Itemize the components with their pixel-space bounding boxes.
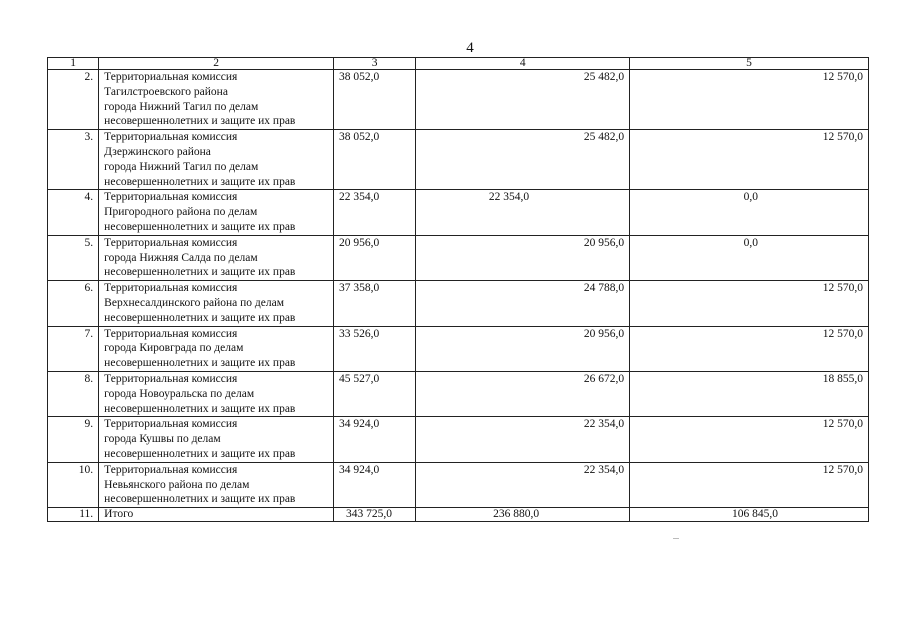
column-header: 4	[416, 58, 630, 70]
table-row	[48, 281, 869, 326]
value-col-5: 12 570,0	[630, 70, 869, 130]
total-col-5: 106 845,0	[630, 508, 869, 522]
table-row	[48, 130, 869, 190]
row-number: 9.	[48, 417, 99, 462]
value-col-3: 33 526,0	[334, 326, 416, 371]
table-row	[48, 190, 869, 235]
value-col-4: 20 956,0	[416, 235, 630, 280]
commission-name: Территориальная комиссия Верхнесалдинского района по делам несовершеннолетних и защите их прав	[99, 281, 334, 326]
value-col-4: 20 956,0	[416, 326, 630, 371]
value-col-3: 22 354,0	[334, 190, 416, 235]
table-header-row	[48, 58, 869, 70]
value-col-4: 25 482,0	[416, 70, 630, 130]
row-number: 4.	[48, 190, 99, 235]
value-col-5: 0,0	[630, 190, 869, 235]
row-number: 5.	[48, 235, 99, 280]
value-col-3: 38 052,0	[334, 130, 416, 190]
row-number: 6.	[48, 281, 99, 326]
value-col-5: 18 855,0	[630, 371, 869, 416]
table-row	[48, 235, 869, 280]
value-col-3: 34 924,0	[334, 417, 416, 462]
scan-speck	[673, 538, 679, 539]
value-col-4: 24 788,0	[416, 281, 630, 326]
value-col-3: 34 924,0	[334, 462, 416, 507]
table-row	[48, 371, 869, 416]
column-header: 5	[630, 58, 869, 70]
value-col-4: 22 354,0	[416, 417, 630, 462]
total-col-4: 236 880,0	[416, 508, 630, 522]
value-col-4: 22 354,0	[416, 190, 630, 235]
table-total-row	[48, 508, 869, 522]
table-row	[48, 326, 869, 371]
value-col-4: 26 672,0	[416, 371, 630, 416]
value-col-4: 22 354,0	[416, 462, 630, 507]
value-col-3: 38 052,0	[334, 70, 416, 130]
value-col-3: 45 527,0	[334, 371, 416, 416]
value-col-3: 20 956,0	[334, 235, 416, 280]
value-col-5: 12 570,0	[630, 326, 869, 371]
commission-name: Территориальная комиссия города Кушвы по делам несовершеннолетних и защите их прав	[99, 417, 334, 462]
table-row	[48, 417, 869, 462]
value-col-5: 12 570,0	[630, 281, 869, 326]
commission-name: Территориальная комиссия Дзержинского района города Нижний Тагил по делам несовершеннолетних и защите их прав	[99, 130, 334, 190]
value-col-5: 12 570,0	[630, 462, 869, 507]
data-table	[47, 57, 869, 522]
commission-name: Территориальная комиссия Тагилстроевского района города Нижний Тагил по делам несовершеннолетних и защите их прав	[99, 70, 334, 130]
commission-name: Территориальная комиссия города Кировграда по делам несовершеннолетних и защите их прав	[99, 326, 334, 371]
row-number: 7.	[48, 326, 99, 371]
column-header: 3	[334, 58, 416, 70]
total-col-3: 343 725,0	[334, 508, 416, 522]
value-col-3: 37 358,0	[334, 281, 416, 326]
row-number: 10.	[48, 462, 99, 507]
value-col-5: 12 570,0	[630, 130, 869, 190]
row-number: 3.	[48, 130, 99, 190]
column-header: 1	[48, 58, 99, 70]
value-col-4: 25 482,0	[416, 130, 630, 190]
commission-name: Территориальная комиссия города Новоуральска по делам несовершеннолетних и защите их прав	[99, 371, 334, 416]
page-number: 4	[466, 40, 474, 56]
value-col-5: 0,0	[630, 235, 869, 280]
commission-name: Территориальная комиссия Невьянского района по делам несовершеннолетних и защите их прав	[99, 462, 334, 507]
table-row	[48, 462, 869, 507]
commission-name: Территориальная комиссия Пригородного района по делам несовершеннолетних и защите их прав	[99, 190, 334, 235]
column-header: 2	[99, 58, 334, 70]
commission-name: Территориальная комиссия города Нижняя Салда по делам несовершеннолетних и защите их прав	[99, 235, 334, 280]
table-row	[48, 70, 869, 130]
row-number: 2.	[48, 70, 99, 130]
row-number: 8.	[48, 371, 99, 416]
value-col-5: 12 570,0	[630, 417, 869, 462]
row-number: 11.	[48, 508, 99, 522]
total-label: Итого	[99, 508, 334, 522]
